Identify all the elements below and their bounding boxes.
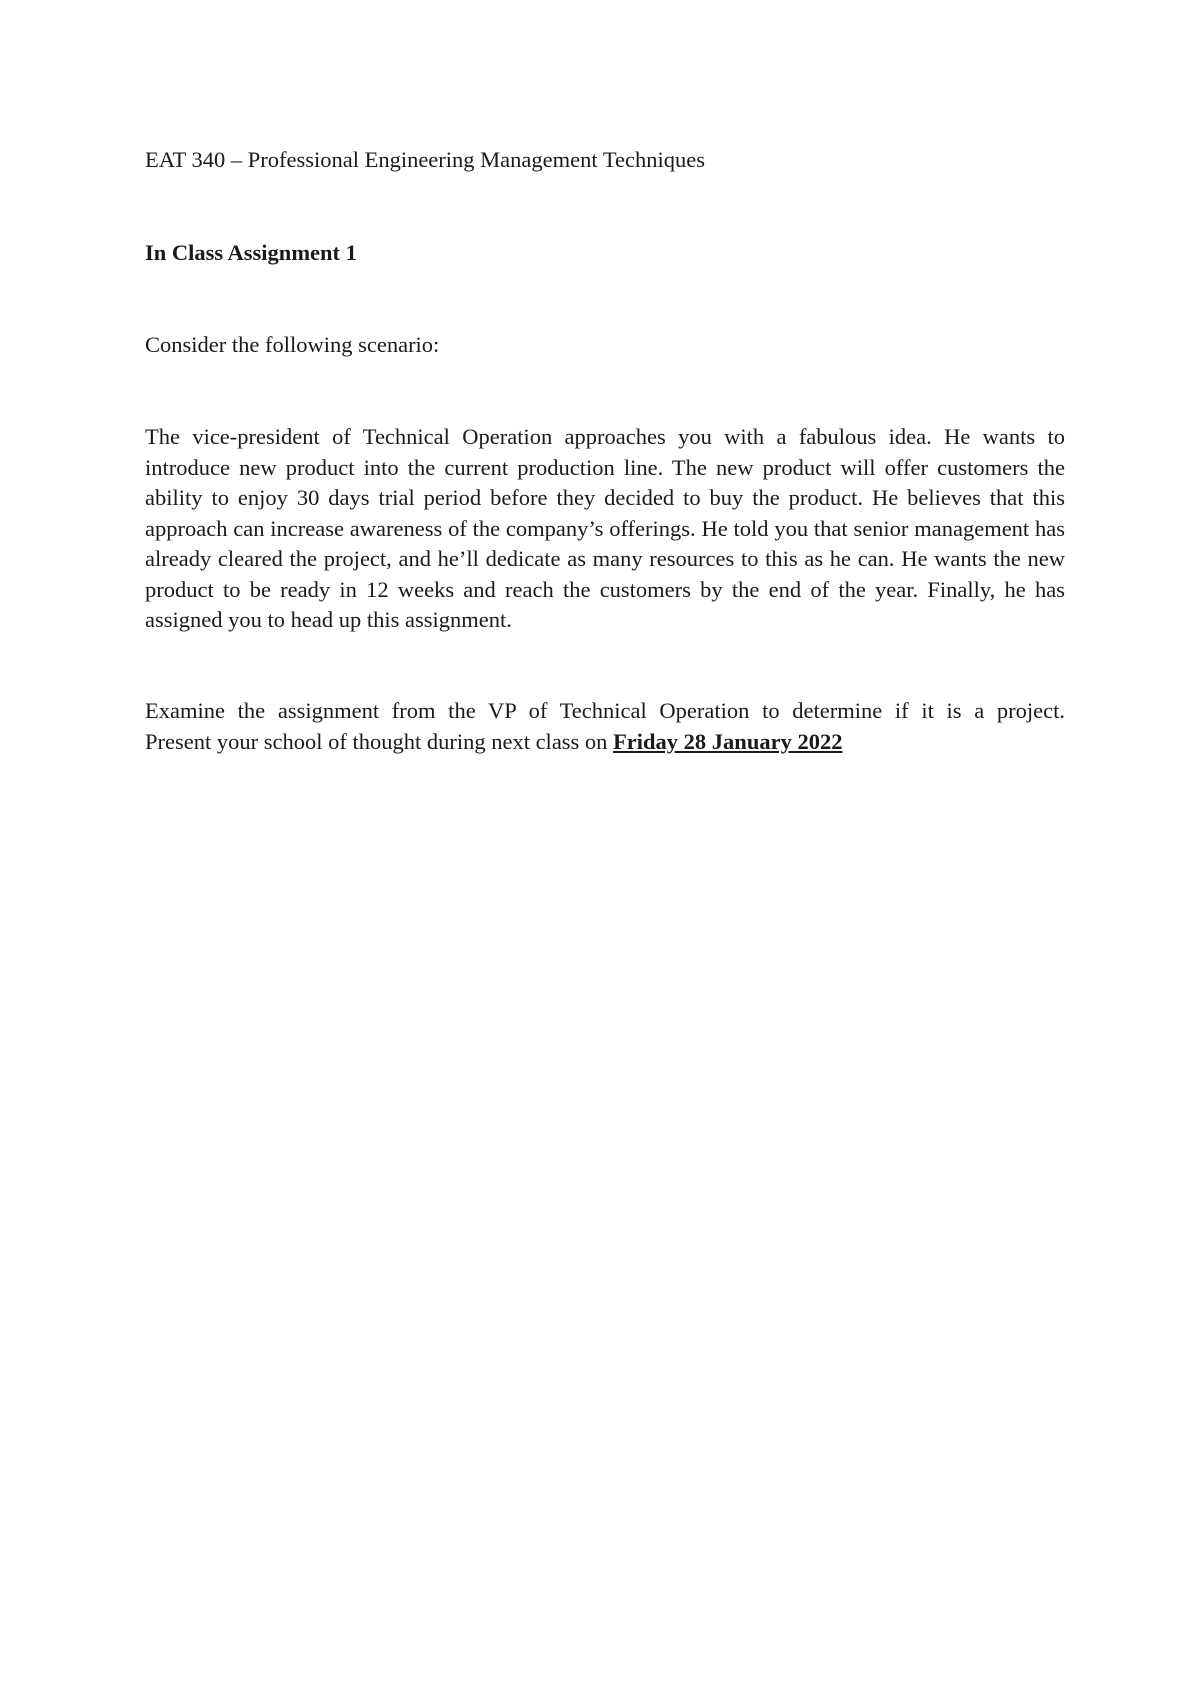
instruction-line: Examine the assignment from the VP of Technical Operation to determine if it is a project. — [145, 698, 1065, 723]
instruction-paragraph — [145, 696, 1065, 757]
scenario-paragraph: The vice-president of Technical Operation approaches you with a fabulous idea. He wants to introduce new product into the current production line. The new product will offer customers the ability to enjoy 30 days trial period before they decided to buy the product. He believes that this approach can increase awareness of the company’s offerings. He told you that senior management has already cleared the project, and he’ll dedicate as many resources to this as he can. He wants the new product to be ready in 12 weeks and reach the customers by the end of the year. Finally, he has assigned you to head up this assignment. — [145, 424, 1065, 632]
scenario-intro: Consider the following scenario: — [145, 332, 440, 357]
deadline-date: Friday 28 January 2022 — [613, 728, 843, 754]
instruction-line-deadline — [145, 727, 1065, 758]
course-title: EAT 340 – Professional Engineering Management Techniques — [145, 147, 705, 172]
assignment-title: In Class Assignment 1 — [145, 240, 357, 265]
instruction-prefix: Present your school of thought during next class on — [145, 728, 614, 754]
